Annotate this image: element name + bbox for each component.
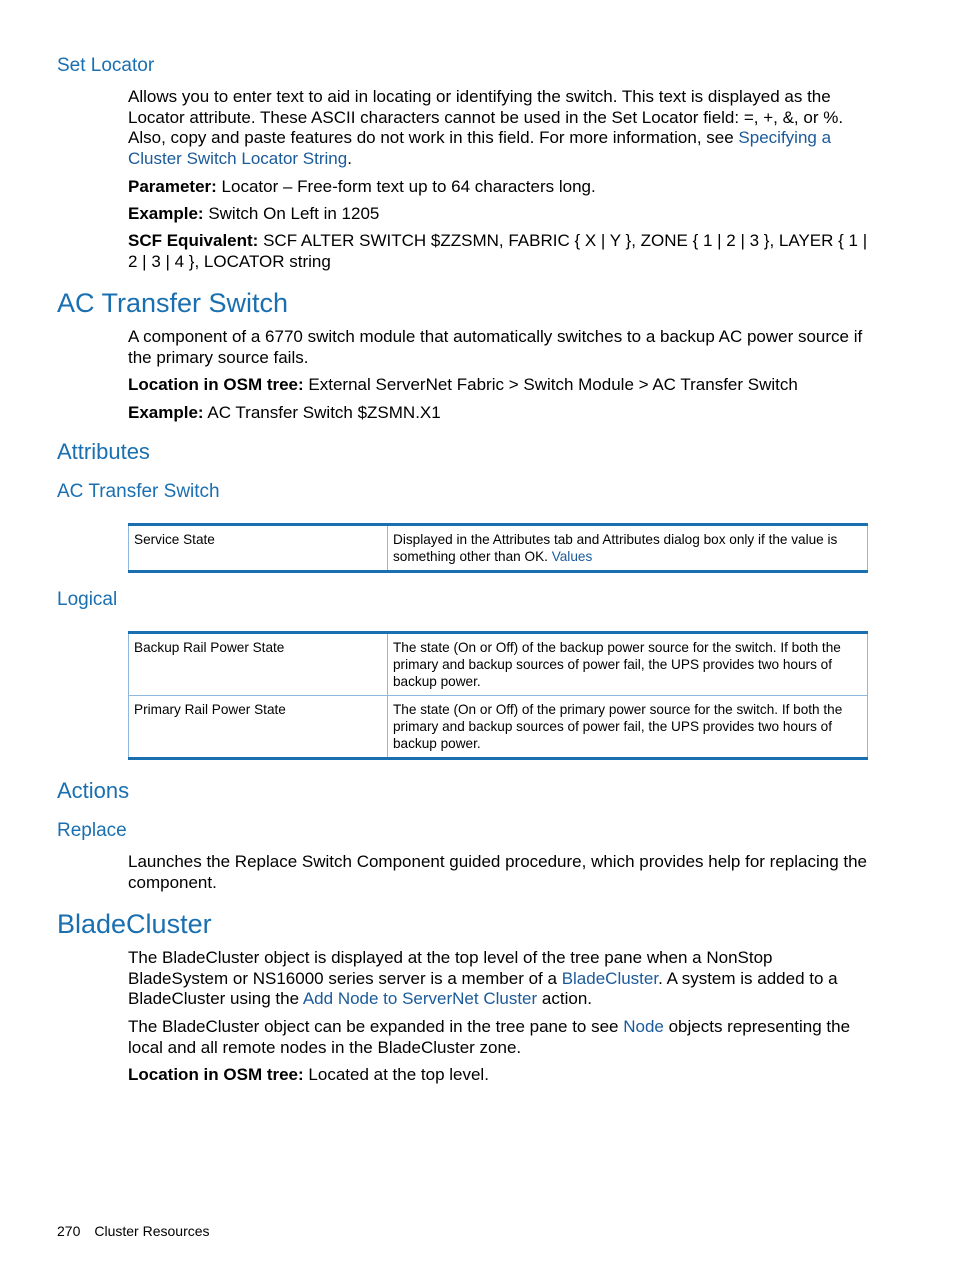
table-row <box>129 633 868 696</box>
example-label: Example: <box>128 204 204 223</box>
attribute-description-text: Displayed in the Attributes tab and Attributes dialog box only if the value is something other than OK. <box>393 532 838 564</box>
add-node-link[interactable]: Add Node to ServerNet Cluster <box>302 989 538 1009</box>
attributes-heading: Attributes <box>57 439 150 464</box>
bladecluster-text-end: action. <box>537 989 592 1009</box>
ac-location-text: External ServerNet Fabric > Switch Module > AC Transfer Switch <box>303 375 798 394</box>
scf-label: SCF Equivalent: <box>128 231 259 250</box>
page-number: 270 <box>57 1223 81 1239</box>
logical-table <box>128 631 868 760</box>
ac-example-line <box>128 403 870 424</box>
attributes-sub-heading: AC Transfer Switch <box>57 481 220 502</box>
footer-section: Cluster Resources <box>94 1223 210 1239</box>
example-text: Switch On Left in 1205 <box>203 204 380 223</box>
actions-heading: Actions <box>57 778 130 803</box>
ac-location-line <box>128 375 870 396</box>
table-row <box>129 525 868 572</box>
expand-text: The BladeCluster object can be expanded in the tree pane to see <box>128 1017 624 1036</box>
attribute-name: Service State <box>129 525 388 572</box>
table-row <box>129 696 868 759</box>
locator-string-link[interactable]: Specifying a Cluster Switch Locator String <box>128 128 832 169</box>
ac-transfer-description: A component of a 6770 switch module that automatically switches to a backup AC power source if the primary source fails. <box>128 327 863 367</box>
set-locator-description <box>128 87 870 170</box>
attribute-description: The state (On or Off) of the primary power source for the switch. If both the primary and backup sources of power fail, the UPS provides two hours of backup power. <box>388 696 868 759</box>
set-locator-text: Allows you to enter text to aid in locating or identifying the switch. This text is displayed as the Locator attribute. These ASCII characters cannot be used in the Set Locator field: =, +, &, or %. Also, copy and paste features do not work in this field. For more information, see <box>128 87 844 148</box>
bladecluster-link[interactable]: BladeCluster <box>561 968 659 988</box>
ac-transfer-switch-heading: AC Transfer Switch <box>57 288 289 318</box>
bladecluster-text-mid: . A system is added to a BladeCluster using the <box>128 968 838 1009</box>
scf-text: SCF ALTER SWITCH $ZZSMN, FABRIC { X | Y }, ZONE { 1 | 2 | 3 }, LAYER { 1 | 2 | 3 | 4 }, LOCATOR string <box>128 231 868 271</box>
parameter-line <box>128 177 870 198</box>
attribute-name: Backup Rail Power State <box>129 633 388 696</box>
attributes-table <box>128 523 868 573</box>
example-line <box>128 204 870 225</box>
ac-example-label: Example: <box>128 403 204 422</box>
values-link[interactable]: Values <box>551 549 593 564</box>
parameter-label: Parameter: <box>128 177 217 196</box>
scf-equivalent-line <box>128 231 870 272</box>
ac-example-text: AC Transfer Switch $ZSMN.X1 <box>203 403 441 422</box>
bladecluster-text: The BladeCluster object is displayed at the top level of the tree pane when a NonStop BladeSystem or NS16000 series server is a member of a <box>128 948 773 988</box>
parameter-text: Locator – Free-form text up to 64 characters long. <box>216 177 596 196</box>
replace-description: Launches the Replace Switch Component guided procedure, which provides help for replacing the component. <box>128 852 868 892</box>
attribute-name: Primary Rail Power State <box>129 696 388 759</box>
bladecluster-heading: BladeCluster <box>57 909 212 939</box>
attribute-description: The state (On or Off) of the backup power source for the switch. If both the primary and backup sources of power fail, the UPS provides two hours of backup power. <box>388 633 868 696</box>
bladecluster-expand-description <box>128 1017 870 1058</box>
ac-location-label: Location in OSM tree: <box>128 375 304 394</box>
bladecluster-location-line <box>128 1065 870 1086</box>
set-locator-heading: Set Locator <box>57 55 155 76</box>
bladecluster-description <box>128 948 870 1010</box>
bladecluster-location-text: Located at the top level. <box>303 1065 489 1084</box>
logical-heading: Logical <box>57 589 118 610</box>
replace-heading: Replace <box>57 820 127 841</box>
expand-text-end: objects representing the local and all remote nodes in the BladeCluster zone. <box>128 1017 851 1057</box>
node-link[interactable]: Node <box>623 1017 664 1036</box>
bladecluster-location-label: Location in OSM tree: <box>128 1065 304 1084</box>
set-locator-text-end: . <box>347 149 352 169</box>
page-footer <box>57 1222 224 1240</box>
attribute-description <box>388 525 868 572</box>
